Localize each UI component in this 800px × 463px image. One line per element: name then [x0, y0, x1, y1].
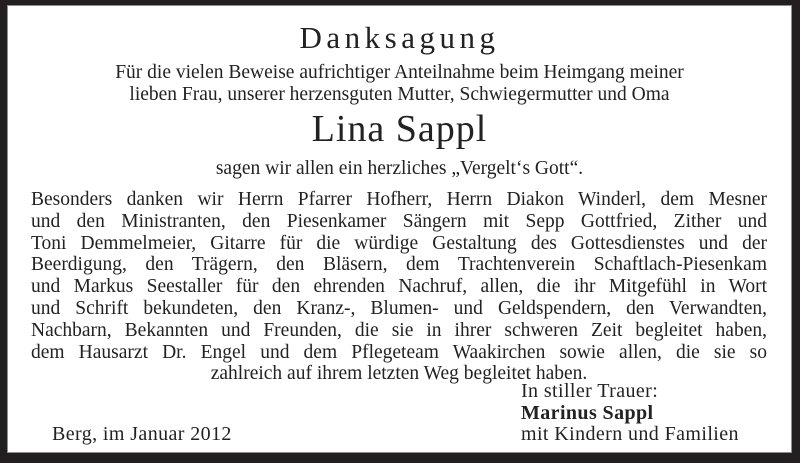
body-line: Beerdigung, den Trägern, den Bläsern, dem Trachtenverein Schaftlach-Piesenkam [31, 254, 767, 276]
mourning-label: In stiller Trauer: [521, 380, 659, 402]
place-date-line: Berg, im Januar 2012 [52, 423, 232, 445]
mourner-family: mit Kindern und Familien [521, 423, 739, 445]
intro-line: lieben Frau, unserer herzensguten Mutter, Schwiegermutter und Oma [129, 84, 670, 105]
body-line: und den Ministranten, den Piesenkamer Sängern mit Sepp Gottfried, Zither und [31, 210, 767, 232]
notice-title: Danksagung [299, 20, 500, 55]
deceased-name: Lina Sappl [311, 108, 488, 150]
notice-card [7, 5, 792, 453]
mourners-block [521, 381, 739, 446]
body-line: und Markus Seestaller für den ehrenden Nachruf, allen, die ihr Mitgefühl in Wort [31, 276, 767, 298]
body-line: zahlreich auf ihrem letzten Weg begleitet haben. [210, 363, 588, 385]
intro-paragraph [8, 62, 791, 106]
body-line: Nachbarn, Bekannten und Freunden, die sie in ihrer schweren Zeit begleitet haben, [31, 319, 767, 341]
thanks-line: sagen wir allen ein herzliches „Vergelt‘s Gott“. [215, 158, 584, 179]
intro-line: Für die vielen Beweise aufrichtiger Anteilnahme beim Heimgang meiner [115, 62, 684, 83]
body-line: dem Hausarzt Dr. Engel und dem Pflegeteam Waakirchen sowie allen, die sie so [31, 341, 767, 363]
body-line: und Schrift bekundeten, den Kranz-, Blumen- und Geldspendern, den Verwandten, [31, 297, 767, 319]
mourner-name: Marinus Sappl [521, 401, 654, 424]
acknowledgement-paragraph [31, 189, 767, 385]
body-line: Toni Demmelmeier, Gitarre für die würdige Gestaltung des Gottesdienstes und der [31, 232, 767, 254]
body-line: Besonders danken wir Herrn Pfarrer Hofherr, Herrn Diakon Winderl, dem Mesner [31, 189, 767, 210]
